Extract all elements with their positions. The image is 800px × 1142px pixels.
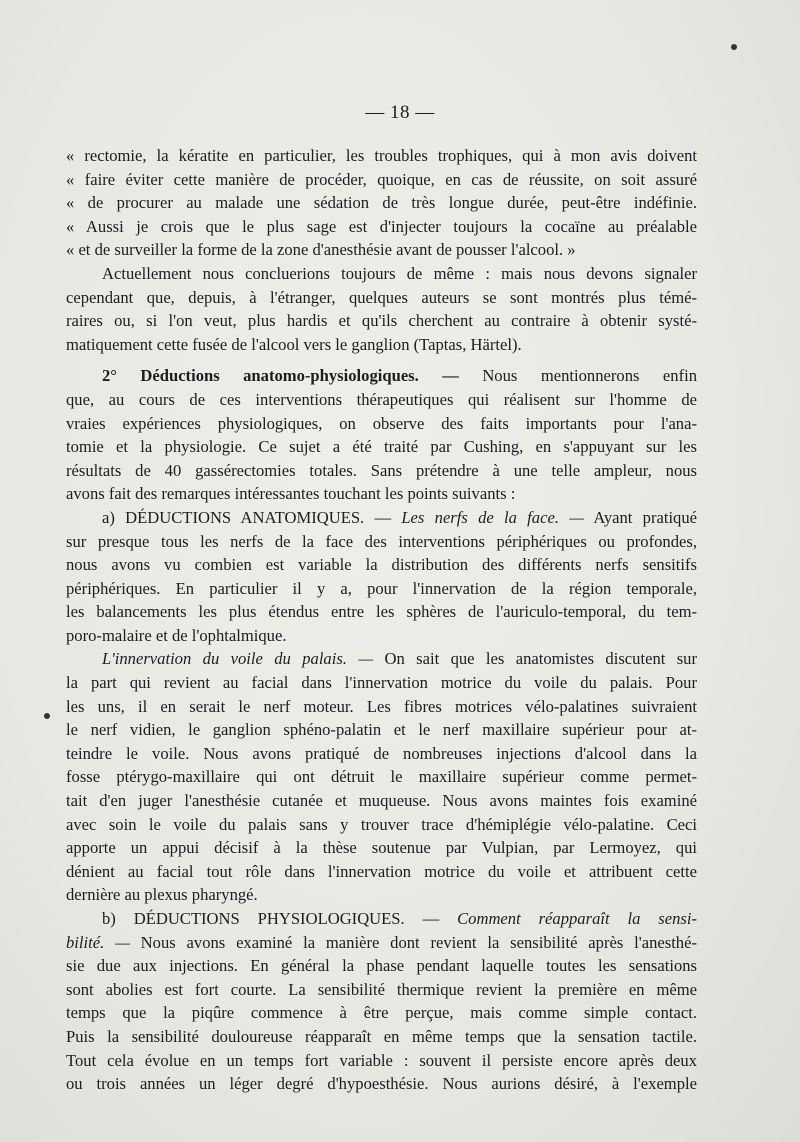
text-line: Actuellement nous concluerions toujours de même : mais nous devons signaler: [102, 263, 697, 283]
text-line: sie due aux injections. En général la phase pendant laquelle toutes les sensations: [66, 956, 697, 976]
text-line: nous avons vu combien est variable la distribution des différents nerfs sensitifs: [66, 555, 697, 575]
text-line: fosse ptérygo-maxillaire qui ont détruit le maxillaire supérieur comme permet-: [66, 767, 697, 787]
body-text: [66, 144, 697, 1096]
subheading-b: b) DÉDUCTIONS PHYSIOLOGIQUES. —: [102, 909, 440, 928]
text-line: « et de surveiller la forme de la zone d'anesthésie avant de pousser l'alcool. »: [66, 240, 576, 260]
text-line: « de procurer au malade une sédation de très longue durée, peut-être indéfinie.: [66, 193, 697, 213]
page-number: — 18 —: [365, 102, 435, 123]
text-line: tomie et la physiologie. Ce sujet a été traité par Cushing, en s'appuyant sur les: [66, 437, 697, 457]
subheading-a: a) DÉDUCTIONS ANATOMIQUES. —: [102, 507, 392, 527]
text-line: cependant que, depuis, à l'étranger, quelques auteurs se sont montrés plus témé-: [66, 287, 697, 307]
italic-title: Les nerfs de la face. —: [401, 507, 584, 527]
text-line: sur presque tous les nerfs de la face des interventions périphériques ou profondes,: [66, 531, 697, 551]
text-line: teindre le voile. Nous avons pratiqué de nombreuses injections d'alcool dans la: [66, 743, 697, 763]
section-heading: 2° Déductions anatomo-physiologiques. —: [102, 366, 459, 386]
text-line: poro-malaire et de l'ophtalmique.: [66, 625, 287, 645]
subheading-line: [66, 506, 697, 530]
text-fragment: On sait que les anatomistes discutent sur: [384, 649, 698, 669]
text-line: dernière au plexus pharyngé.: [66, 885, 258, 905]
text-fragment: Nous avons examiné la manière dont revient la sensibilité après l'anesthé-: [140, 932, 697, 952]
speck-mark: [731, 44, 737, 50]
text-line: « faire éviter cette manière de procéder, quoique, en cas de réussite, on soit assuré: [66, 169, 697, 189]
text-line: [66, 931, 697, 955]
text-line: apporte un appui décisif à la thèse soutenue par Vulpian, par Lermoyez, qui: [66, 838, 697, 858]
text-line: temps que la piqûre commence à être perçue, mais comme simple contact.: [66, 1003, 697, 1023]
italic-title: L'innervation du voile du palais. —: [102, 649, 374, 669]
text-line: sont abolies est fort courte. La sensibilité thermique revient la première en même: [66, 979, 697, 999]
text-line: matiquement cette fusée de l'alcool vers le ganglion (Taptas, Härtel).: [66, 334, 522, 354]
section-heading-line: [66, 364, 697, 388]
text-line: tait d'en juger l'anesthésie cutanée et muqueuse. Nous avons maintes fois examiné: [66, 791, 697, 811]
text-line: raires ou, si l'on veut, plus hardis et qu'ils cherchent au contraire à obtenir systé-: [66, 311, 697, 331]
subheading-line: [66, 647, 697, 671]
text-line: résultats de 40 gassérectomies totales. Sans prétendre à une telle ampleur, nous: [66, 460, 697, 480]
italic-title: bilité. —: [66, 932, 130, 952]
text-fragment: Ayant pratiqué: [593, 507, 698, 527]
text-line: les uns, il en serait le nerf moteur. Les fibres motrices vélo-palatines suivraient: [66, 696, 697, 716]
text-line: avons fait des remarques intéressantes touchant les points suivants :: [66, 484, 516, 504]
text-line: avec soin le voile du palais sans y trouver trace d'hémiplégie vélo-palatine. Ceci: [66, 814, 697, 834]
text-fragment: Nous mentionnerons enfin: [482, 366, 697, 386]
margin-bullet: [44, 713, 50, 719]
text-line: dénient au facial tout rôle dans l'innervation motrice du voile et attribuent cette: [66, 861, 697, 881]
text-line: Tout cela évolue en un temps fort variable : souvent il persiste encore après deux: [66, 1050, 697, 1070]
text-line: le nerf vidien, le ganglion sphéno-palatin et le nerf maxillaire supérieur pour at-: [66, 720, 697, 740]
text-line: Puis la sensibilité douloureuse réapparaît en même temps que la sensation tactile.: [66, 1026, 697, 1046]
text-line: « rectomie, la kératite en particulier, les troubles trophiques, qui à mon avis doivent: [66, 146, 697, 165]
text-line: « Aussi je crois que le plus sage est d'injecter toujours la cocaïne au préalable: [66, 216, 697, 236]
text-line: les balancements les plus étendus entre les sphères de l'auriculo-temporal, du tem-: [66, 602, 697, 622]
text-line: vraies expériences physiologiques, on observe des faits importants pour l'ana-: [66, 413, 697, 433]
text-line: périphériques. En particulier il y a, pour l'innervation de la région temporale,: [66, 578, 697, 598]
italic-title: Comment réapparaît la sensi-: [457, 909, 698, 928]
text-line: la part qui revient au facial dans l'innervation motrice du voile du palais. Pour: [66, 673, 697, 693]
text-line: que, au cours de ces interventions thérapeutiques qui réalisent sur l'homme de: [66, 389, 697, 409]
subheading-line: [66, 907, 697, 931]
text-line: ou trois années un léger degré d'hypoesthésie. Nous aurions désiré, à l'exemple: [66, 1074, 697, 1094]
